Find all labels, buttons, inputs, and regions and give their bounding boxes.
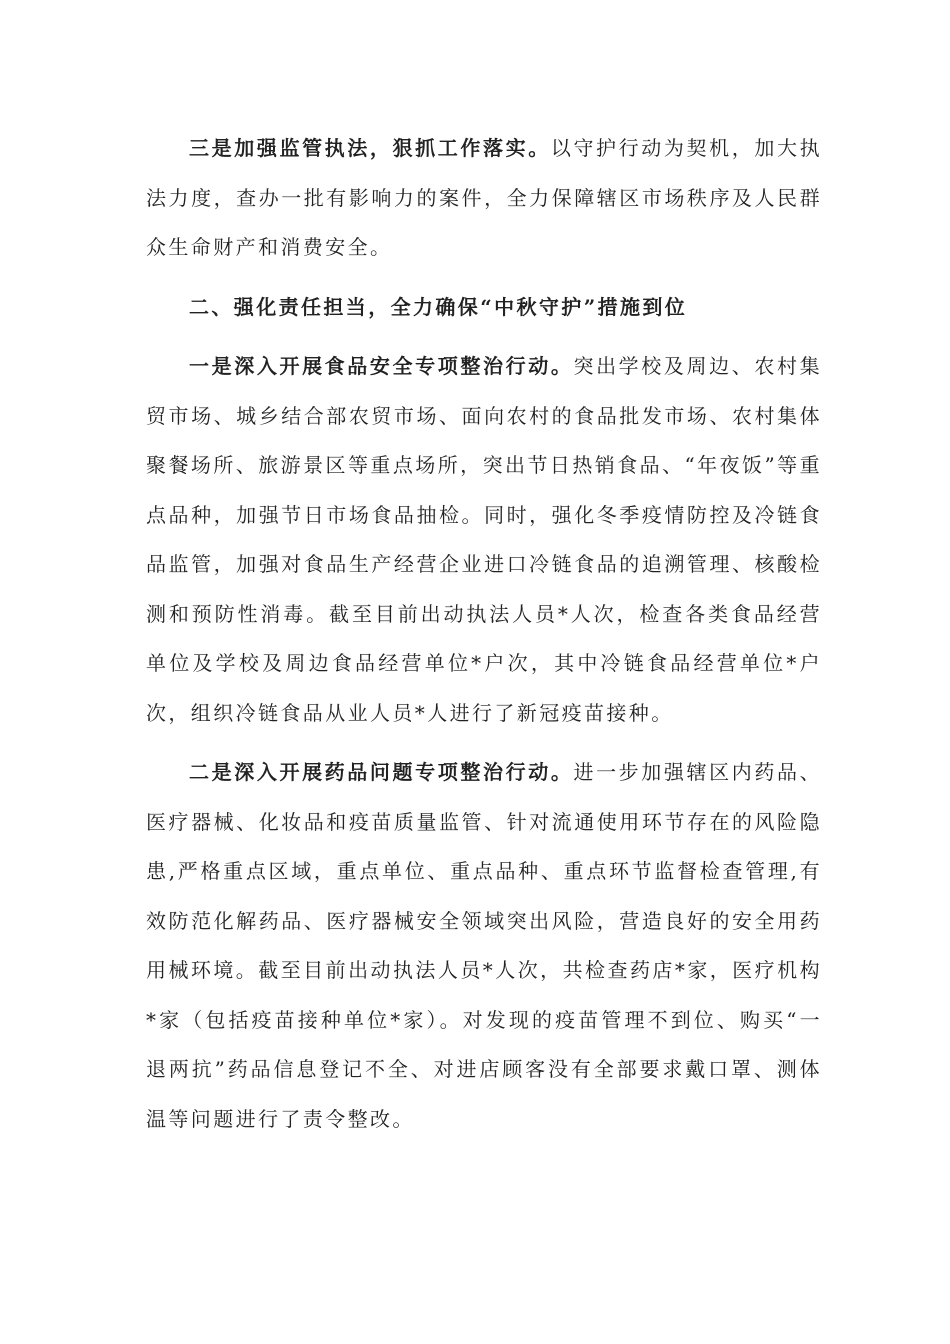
paragraph-enforcement — [146, 124, 822, 273]
paragraph-gap — [146, 332, 822, 342]
paragraph-gap — [146, 738, 822, 748]
paragraph-lead: 一是深入开展食品安全专项整治行动。 — [189, 354, 574, 378]
paragraph-body: 进一步加强辖区内药品、医疗器械、化妆品和疫苗质量监管、针对流通使用环节存在的风险隐患,严格重点区域，重点单位、重点品种、重点环节监督检查管理,有效防范化解药品、医疗器械安全领域突出风险，营造良好的安全用药用械环境。截至目前出动执法人员*人次，共检查药店*家，医疗机构*家（包括疫苗接种单位*家）。对发现的疫苗管理不到位、购买“一退两抗”药品信息登记不全、对进店顾客没有全部要求戴口罩、测体温等问题进行了责令整改。 — [146, 760, 822, 1131]
section-heading: 二、强化责任担当，全力确保“中秋守护”措施到位 — [189, 294, 688, 319]
paragraph-gap — [146, 273, 822, 283]
document-page — [146, 124, 822, 1144]
paragraph-body: 以守护行动为契机，加大执法力度，查办一批有影响力的案件，全力保障辖区市场秩序及人民群众生命财产和消费安全。 — [146, 136, 822, 259]
paragraph-body: 突出学校及周边、农村集贸市场、城乡结合部农贸市场、面向农村的食品批发市场、农村集体聚餐场所、旅游景区等重点场所，突出节日热销食品、“年夜饭”等重点品种，加强节日市场食品抽检。同时，强化冬季疫情防控及冷链食品监管，加强对食品生产经营企业进口冷链食品的追溯管理、核酸检测和预防性消毒。截至目前出动执法人员*人次，检查各类食品经营单位及学校及周边食品经营单位*户次，其中冷链食品经营单位*户次，组织冷链食品从业人员*人进行了新冠疫苗接种。 — [146, 354, 822, 725]
paragraph-lead: 二是深入开展药品问题专项整治行动。 — [189, 760, 574, 784]
paragraph-lead: 三是加强监管执法，狠抓工作落实。 — [189, 136, 551, 160]
paragraph-food-safety — [146, 342, 822, 738]
paragraph-drug-safety — [146, 748, 822, 1144]
